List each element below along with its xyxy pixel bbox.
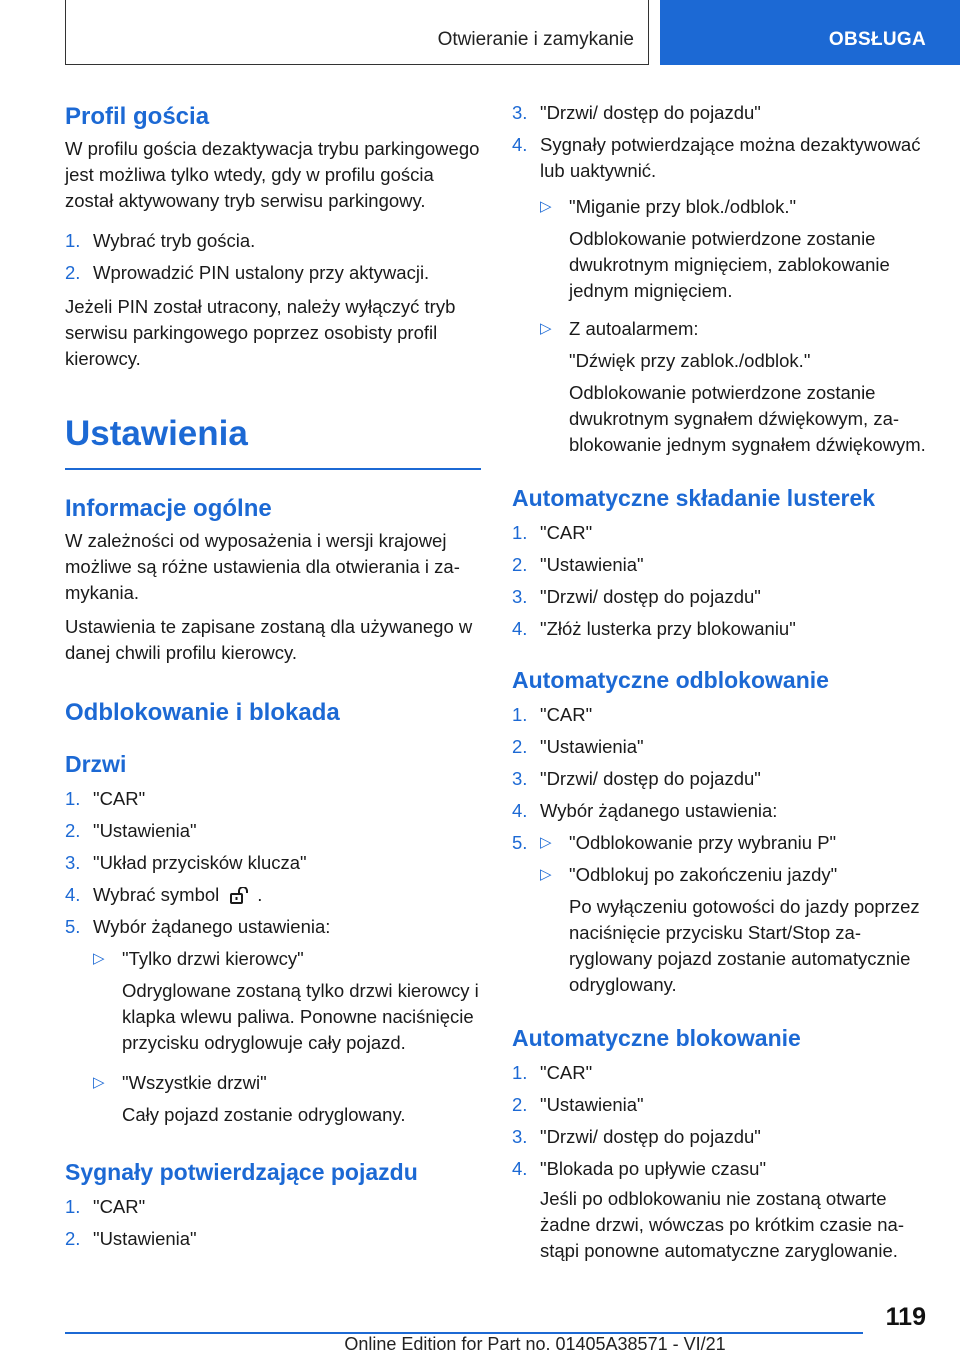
list-item: [65, 850, 485, 876]
alarm-option-label: Z autoalarmem:: [569, 318, 699, 339]
autolock-desc: Jeśli po odblokowaniu nie zostaną otwarte żadne drzwi, wówczas po krótkim czasie nastąpi ponowne automatyczne zaryglowanie.: [540, 1188, 904, 1261]
list-item: [512, 1124, 928, 1150]
step-text: Sygnały potwierdzające można dezaktywować lub uaktywnić.: [540, 134, 921, 181]
doors-option-driver: [65, 946, 485, 972]
general-info-heading: Informacje ogólne: [65, 494, 272, 522]
right-column: [512, 100, 928, 1264]
doors-heading: Drzwi: [65, 750, 127, 777]
step-text: "CAR": [540, 1062, 593, 1083]
list-item: [512, 1156, 928, 1182]
step-number: 2.: [512, 554, 528, 575]
step-text: Wybór żądanego ustawienia:: [540, 800, 778, 821]
step-number: 1.: [65, 230, 81, 251]
step-number: 1.: [512, 704, 528, 725]
step-text-suffix: .: [257, 883, 263, 905]
step-number: 5.: [512, 832, 528, 853]
step-number: 1.: [65, 787, 81, 809]
header-chapter-tab: [660, 0, 960, 65]
doors-option-driver-desc: Odryglowane zostaną tylko drzwi kierowcy i klapka wlewu paliwa. Ponowne naciśnięcie przycisku odryglowuje cały pojazd.: [122, 979, 479, 1053]
doors-option-all: [65, 1070, 485, 1096]
step-text: Wprowadzić PIN ustalony przy aktywacji.: [93, 262, 430, 283]
step-number: 4.: [512, 800, 528, 821]
step-text: "Złóż lusterka przy blokowaniu": [540, 618, 796, 639]
guest-profile-heading: Profil gościa: [65, 103, 210, 130]
autolock-steps-list: [512, 1060, 928, 1182]
alarm-option-desc: Odblokowanie potwierdzone zostanie dwukrotnym sygnałem dźwiękowym, zablokowanie jednym sygnałem dźwiękowym.: [569, 382, 926, 455]
step-number: 3.: [512, 1126, 528, 1147]
triangle-bullet-icon: ▷: [540, 834, 552, 851]
list-item: [65, 260, 485, 286]
list-item: [512, 584, 928, 610]
blink-option: [512, 194, 928, 220]
list-item: [65, 1194, 485, 1220]
settings-heading: Ustawienia: [65, 414, 248, 453]
step-text: "Ustawienia": [540, 1094, 644, 1115]
list-item: [512, 552, 928, 578]
autounlock-option-end-desc: Po wyłączeniu gotowości do jazdy poprzez naciśnięcie przycisku Start/Stop zaryglowany pojazd zostanie automatycznie odryglowany.: [569, 896, 920, 995]
triangle-bullet-icon: ▷: [540, 320, 552, 337]
step-text: "Blokada po upływie czasu": [540, 1158, 767, 1179]
step-text: Wybrać tryb gościa.: [93, 230, 256, 251]
list-item: [65, 914, 485, 940]
unlock-symbol-icon: [229, 887, 251, 905]
autounlock-option-end: [512, 862, 928, 888]
footer-edition: Online Edition for Part no. 01405A38571 - VI/21: [344, 1334, 726, 1354]
autounlock-option-end-label: "Odblokuj po zakończeniu jazdy": [569, 864, 838, 885]
triangle-bullet-icon: ▷: [540, 866, 552, 883]
step-number: 3.: [512, 586, 528, 607]
step-number: 4.: [512, 134, 528, 155]
autounlock-step-5: [512, 830, 928, 856]
list-item: [512, 798, 928, 824]
header-chapter-label: OBSŁUGA: [828, 29, 926, 50]
step-text: "Układ przycisków klucza": [93, 851, 307, 873]
guest-steps-list: [65, 228, 485, 286]
step-text: "Drzwi/ dostęp do pojazdu": [540, 1126, 761, 1147]
autounlock-steps-list: [512, 702, 928, 824]
guest-profile-paragraph: W profilu gościa dezaktywacja trybu parkingowego jest możliwa tylko wtedy, gdy w profilu gościa został aktywowany tryb serwisu parkingowy.: [65, 138, 480, 211]
step-number: 3.: [512, 768, 528, 789]
list-item: [512, 616, 928, 642]
step-number: 1.: [65, 1195, 81, 1217]
general-info-paragraph-2: Ustawienia te zapisane zostaną dla używanego w danej chwili profilu kierowcy.: [65, 615, 473, 663]
step-text: "Ustawienia": [93, 1227, 197, 1249]
blink-option-desc: Odblokowanie potwierdzone zostanie dwukrotnym mignięciem, zablokowanie jednym mignięciem.: [569, 228, 890, 301]
list-item: [512, 734, 928, 760]
doors-steps-list: [65, 786, 485, 940]
signals-heading: Sygnały potwierdzające pojazdu: [65, 1158, 418, 1185]
step-number: 1.: [512, 1062, 528, 1083]
step-text: "CAR": [540, 704, 593, 725]
list-item: [65, 786, 485, 812]
signals-steps-list: [65, 1194, 485, 1252]
blink-option-label: "Miganie przy blok./odblok.": [569, 196, 797, 217]
list-item: [512, 702, 928, 728]
alarm-option-sub: "Dźwięk przy zablok./odblok.": [569, 350, 811, 371]
list-item: [512, 1060, 928, 1086]
signals-steps-continued: [512, 100, 928, 184]
list-item: [512, 766, 928, 792]
step-text: "CAR": [540, 522, 593, 543]
list-item: [65, 818, 485, 844]
step-number: 5.: [65, 915, 81, 937]
page-header: [0, 0, 960, 66]
step-text: Wybór żądanego ustawienia:: [93, 915, 331, 937]
step-text: "Ustawienia": [93, 819, 197, 841]
step-text: "Drzwi/ dostęp do pojazdu": [540, 586, 761, 607]
autounlock-heading: Automatyczne odblokowanie: [512, 667, 829, 693]
step-number: 4.: [512, 1158, 528, 1179]
triangle-bullet-icon: ▷: [93, 949, 105, 967]
list-item: [512, 132, 928, 184]
list-item: [512, 100, 928, 126]
header-section-title: Otwieranie i zamykanie: [437, 29, 634, 50]
step-number: 2.: [65, 1227, 81, 1249]
step-text: "Ustawienia": [540, 554, 644, 575]
step-text: "Drzwi/ dostęp do pojazdu": [540, 768, 761, 789]
left-column: [65, 100, 485, 1252]
autolock-heading: Automatyczne blokowanie: [512, 1025, 801, 1051]
page-number: 119: [885, 1303, 926, 1331]
step-text: Wybrać symbol: [93, 883, 220, 905]
triangle-bullet-icon: ▷: [540, 198, 552, 215]
step-text: "CAR": [93, 1195, 146, 1217]
guest-profile-paragraph-2: Jeżeli PIN został utracony, należy wyłączyć tryb serwisu parkingowego poprzez osobisty profil kierowcy.: [65, 296, 456, 369]
step-number: 4.: [512, 618, 528, 639]
mirror-steps-list: [512, 520, 928, 642]
step-number: 2.: [65, 262, 81, 283]
step-number: 1.: [512, 522, 528, 543]
step-number: 3.: [512, 102, 528, 123]
step-text: "Drzwi/ dostęp do pojazdu": [540, 102, 761, 123]
list-item: [65, 228, 485, 254]
doors-option-driver-label: "Tylko drzwi kierowcy": [122, 947, 304, 969]
general-info-paragraph-1: W zależności od wyposażenia i wersji krajowej możliwe są różne ustawienia dla otwierania i zamykania.: [65, 529, 460, 603]
step-number: 4.: [65, 883, 81, 905]
step-number: 2.: [512, 736, 528, 757]
step-number: 2.: [65, 819, 81, 841]
doors-option-all-label: "Wszystkie drzwi": [122, 1071, 267, 1093]
mirror-heading: Automatyczne składanie lusterek: [512, 485, 876, 511]
alarm-option: [512, 316, 928, 342]
list-item: [512, 520, 928, 546]
list-item: [65, 1226, 485, 1252]
step-number: 2.: [512, 1094, 528, 1115]
step-number: 3.: [65, 851, 81, 873]
autounlock-option-p-label: "Odblokowanie przy wybraniu P": [569, 832, 837, 853]
step-text: "Ustawienia": [540, 736, 644, 757]
list-item: [65, 882, 485, 908]
list-item: [512, 1092, 928, 1118]
unlock-lock-heading: Odblokowanie i blokada: [65, 698, 340, 726]
triangle-bullet-icon: ▷: [93, 1073, 105, 1091]
step-text: "CAR": [93, 787, 146, 809]
doors-option-all-desc: Cały pojazd zostanie odryglowany.: [122, 1103, 406, 1125]
header-section-box: [65, 0, 649, 65]
